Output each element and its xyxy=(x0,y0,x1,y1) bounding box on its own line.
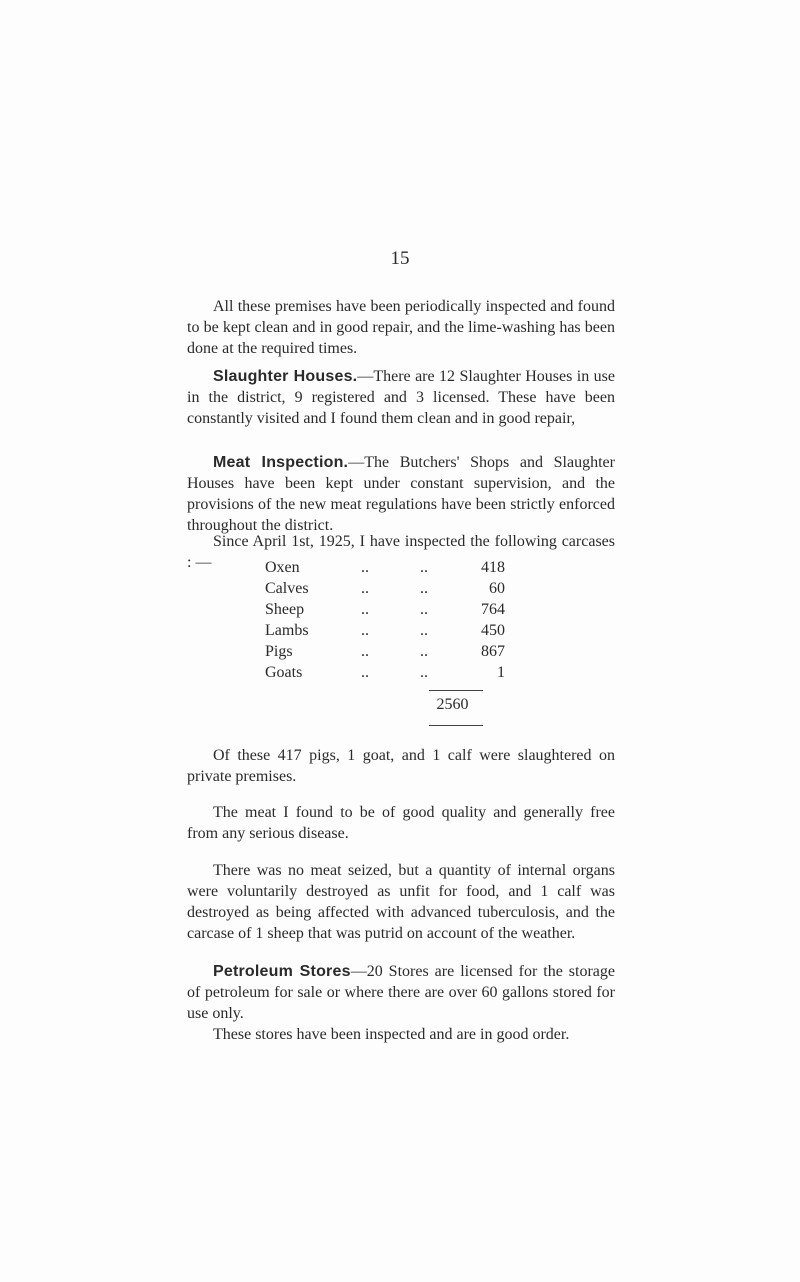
leader-dots: .. xyxy=(361,580,369,597)
leader-dots: .. xyxy=(361,664,369,681)
slaughter-houses-text: —There are 12 Slaughter Houses in use in the district, 9 registered and 3 licensed. These have been constantly visited and I found them clean and in good repair, xyxy=(187,368,615,427)
leader-dots: .. xyxy=(420,601,428,618)
animal-count: 764 xyxy=(481,601,505,618)
meat-inspection-heading: Meat Inspection. xyxy=(213,454,349,471)
petroleum-stores-heading: Petroleum Stores xyxy=(213,963,351,980)
private-premises-paragraph: Of these 417 pigs, 1 goat, and 1 calf were slaughtered on private premises. xyxy=(187,747,615,785)
meat-quality-paragraph: The meat I found to be of good quality and generally free from any serious disease. xyxy=(187,804,615,842)
leader-dots: .. xyxy=(361,622,369,639)
intro-paragraph: All these premises have been periodically inspected and found to be kept clean and in good repair, and the lime-washing has been done at the required times. xyxy=(187,298,615,357)
table-row xyxy=(265,641,505,662)
leader-dots: .. xyxy=(361,643,369,660)
carcases-total: 2560 xyxy=(436,696,469,713)
total-rule-top xyxy=(429,690,483,691)
table-row xyxy=(265,578,505,599)
leader-dots: .. xyxy=(420,622,428,639)
meat-inspection-paragraph xyxy=(187,452,615,536)
total-rule-bottom xyxy=(429,725,483,726)
meat-inspection-text: —The Butchers' Shops and Slaughter Houses have been kept under constant supervision, and the provisions of the new meat regulations have been strictly enforced throughout the district. xyxy=(187,454,615,534)
animal-count: 867 xyxy=(481,643,505,660)
page-number: 15 xyxy=(390,248,410,269)
stores-order-paragraph: These stores have been inspected and are in good order. xyxy=(213,1026,570,1043)
animal-label: Goats xyxy=(265,664,303,681)
leader-dots: .. xyxy=(420,559,428,576)
slaughter-houses-heading: Slaughter Houses. xyxy=(213,368,358,385)
table-row xyxy=(265,620,505,641)
table-row xyxy=(265,662,505,683)
leader-dots: .. xyxy=(420,643,428,660)
leader-dots: .. xyxy=(420,664,428,681)
animal-label: Pigs xyxy=(265,643,293,660)
animal-count: 1 xyxy=(497,664,505,681)
animal-label: Lambs xyxy=(265,622,309,639)
animal-count: 418 xyxy=(481,559,505,576)
animal-label: Sheep xyxy=(265,601,305,618)
leader-dots: .. xyxy=(361,559,369,576)
animal-label: Oxen xyxy=(265,559,300,576)
carcases-intro: Since April 1st, 1925, I have inspected the following carcases : — xyxy=(187,533,615,571)
leader-dots: .. xyxy=(361,601,369,618)
table-row xyxy=(265,557,505,578)
leader-dots: .. xyxy=(420,580,428,597)
carcases-table xyxy=(265,557,505,683)
petroleum-stores-text: —20 Stores are licensed for the storage of petroleum for sale or where there are over 60 gallons stored for use only. xyxy=(187,963,616,1022)
animal-label: Calves xyxy=(265,580,309,597)
animal-count: 450 xyxy=(481,622,505,639)
table-row xyxy=(265,599,505,620)
meat-seized-paragraph: There was no meat seized, but a quantity of internal organs were voluntarily destroyed as unfit for food, and 1 calf was destroyed as being affected with advanced tuberculosis, and the carcase of 1 sheep that was putrid on account of the weather. xyxy=(187,862,615,942)
petroleum-stores-paragraph xyxy=(187,961,615,1024)
slaughter-houses-paragraph xyxy=(187,366,615,429)
animal-count: 60 xyxy=(489,580,505,597)
